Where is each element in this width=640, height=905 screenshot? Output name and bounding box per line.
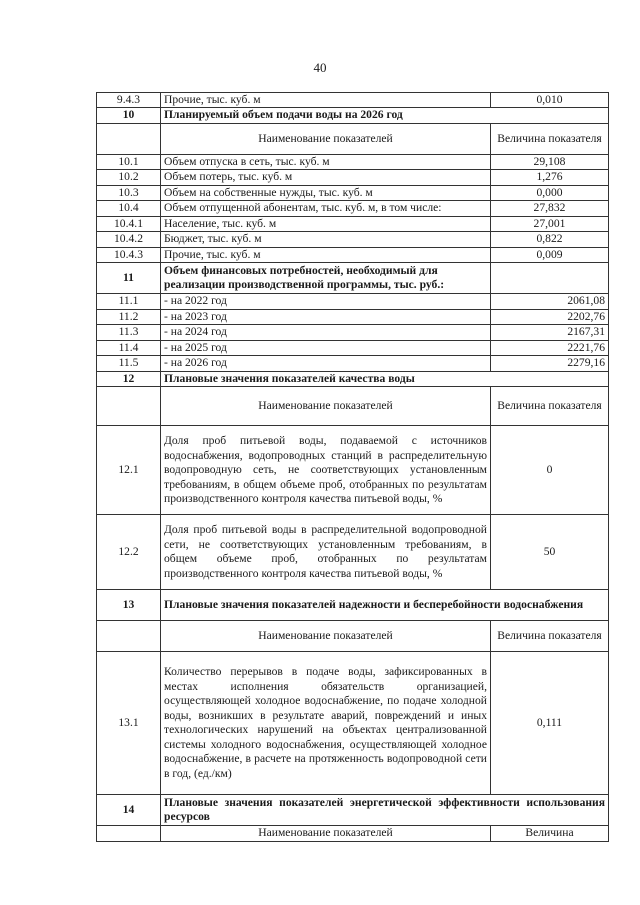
row-number: 10.4 — [97, 201, 161, 216]
row-name: Объем потерь, тыс. куб. м — [161, 170, 491, 185]
row-name: Объем отпущенной абонентам, тыс. куб. м, в том числе: — [161, 201, 491, 216]
row-value: 2061,08 — [491, 294, 609, 309]
header-value: Величина показателя — [491, 123, 609, 154]
row-name: Доля проб питьевой воды в распределительной водопроводной сети, не соответствующих установленным требованиям, в общем объеме проб, отобранных по результатам производственного контроля качества питьевой воды, % — [161, 515, 491, 590]
row-value: 50 — [491, 515, 609, 590]
section-title: Планируемый объем подачи воды на 2026 год — [161, 108, 609, 123]
table-row — [97, 185, 609, 200]
row-number: 10.4.1 — [97, 216, 161, 231]
row-value: 0 — [491, 426, 609, 515]
table-row — [97, 216, 609, 231]
table-row — [97, 201, 609, 216]
section-header-row — [97, 590, 609, 621]
row-name: Прочие, тыс. куб. м — [161, 93, 491, 108]
row-number: 12.1 — [97, 426, 161, 515]
row-name: - на 2026 год — [161, 356, 491, 371]
row-value: 1,276 — [491, 170, 609, 185]
section-title: Плановые значения показателей энергетической эффективности использования ресурсов — [161, 795, 609, 826]
row-number: 12.2 — [97, 515, 161, 590]
table-row — [97, 356, 609, 371]
row-name: Количество перерывов в подаче воды, зафиксированных в местах исполнения обязательств организацией, осуществляющей холодное водоснабжение, по подаче холодной воды, возникших в результате аварий, повреждений и иных технологических нарушений на объектах централизованной системы холодного водоснабжения, осуществляющей холодное водоснабжение, в расчете на протяженность водопроводной сети в год, (ед./км) — [161, 652, 491, 795]
row-value: 2221,76 — [491, 340, 609, 355]
header-value: Величина — [491, 826, 609, 841]
row-value: 2202,76 — [491, 309, 609, 324]
header-name: Наименование показателей — [161, 826, 491, 841]
table-row — [97, 515, 609, 590]
table-row — [97, 154, 609, 169]
page-number: 40 — [313, 60, 327, 75]
row-number: 11.2 — [97, 309, 161, 324]
row-name: - на 2022 год — [161, 294, 491, 309]
header-name: Наименование показателей — [161, 123, 491, 154]
column-header-row — [97, 387, 609, 426]
column-header-row — [97, 621, 609, 652]
table-row — [97, 309, 609, 324]
table-row — [97, 426, 609, 515]
row-name: - на 2023 год — [161, 309, 491, 324]
header-name: Наименование показателей — [161, 621, 491, 652]
table-row — [97, 247, 609, 262]
section-title: Объем финансовых потребностей, необходимый для реализации производственной программы, тыс. руб.: — [161, 263, 491, 294]
section-title: Плановые значения показателей качества воды — [161, 371, 609, 386]
section-number: 13 — [97, 590, 161, 621]
row-name: - на 2024 год — [161, 325, 491, 340]
table-row — [97, 170, 609, 185]
table-row — [97, 93, 609, 108]
row-value: 27,832 — [491, 201, 609, 216]
row-number: 10.4.2 — [97, 232, 161, 247]
row-number: 11.1 — [97, 294, 161, 309]
row-value: 0,009 — [491, 247, 609, 262]
header-name: Наименование показателей — [161, 387, 491, 426]
row-number: 10.4.3 — [97, 247, 161, 262]
table-row — [97, 340, 609, 355]
section-header-row — [97, 108, 609, 123]
row-number: 11.5 — [97, 356, 161, 371]
section-header-row — [97, 371, 609, 386]
table-row — [97, 325, 609, 340]
row-number: 9.4.3 — [97, 93, 161, 108]
row-value: 2279,16 — [491, 356, 609, 371]
row-name: Прочие, тыс. куб. м — [161, 247, 491, 262]
row-value: 27,001 — [491, 216, 609, 231]
row-name: Бюджет, тыс. куб. м — [161, 232, 491, 247]
header-value: Величина показателя — [491, 621, 609, 652]
column-header-row — [97, 826, 609, 841]
section-number: 12 — [97, 371, 161, 386]
row-number: 10.3 — [97, 185, 161, 200]
row-value: 29,108 — [491, 154, 609, 169]
row-name: Доля проб питьевой воды, подаваемой с источников водоснабжения, водопроводных станций в распределительную водопроводную сеть, не соответствующих установленным требованиям, в общем объеме проб, отобранных по результатам производственного контроля качества питьевой воды, % — [161, 426, 491, 515]
section-number: 14 — [97, 795, 161, 826]
table-row — [97, 294, 609, 309]
column-header-row — [97, 123, 609, 154]
row-name: - на 2025 год — [161, 340, 491, 355]
table-row — [97, 652, 609, 795]
section-header-row — [97, 263, 609, 294]
section-number: 10 — [97, 108, 161, 123]
row-value: 0,111 — [491, 652, 609, 795]
row-number: 11.4 — [97, 340, 161, 355]
row-name: Объем отпуска в сеть, тыс. куб. м — [161, 154, 491, 169]
row-number: 10.2 — [97, 170, 161, 185]
row-name: Объем на собственные нужды, тыс. куб. м — [161, 185, 491, 200]
section-title: Плановые значения показателей надежности и бесперебойности водоснабжения — [161, 590, 609, 621]
row-value: 0,010 — [491, 93, 609, 108]
row-value: 2167,31 — [491, 325, 609, 340]
row-value: 0,000 — [491, 185, 609, 200]
table-row — [97, 232, 609, 247]
row-value: 0,822 — [491, 232, 609, 247]
row-number: 10.1 — [97, 154, 161, 169]
header-value: Величина показателя — [491, 387, 609, 426]
row-name: Население, тыс. куб. м — [161, 216, 491, 231]
row-number: 11.3 — [97, 325, 161, 340]
section-number: 11 — [97, 263, 161, 294]
indicators-table — [96, 92, 609, 842]
row-number: 13.1 — [97, 652, 161, 795]
section-header-row — [97, 795, 609, 826]
